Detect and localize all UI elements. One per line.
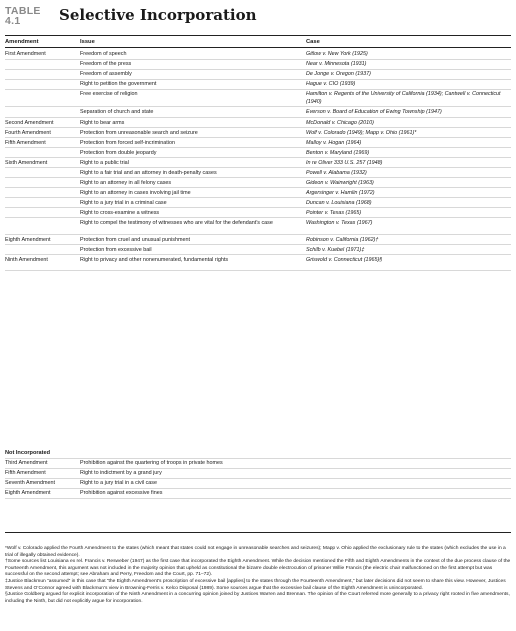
row-issue: Protection from unreasonable search and seizure: [80, 129, 198, 136]
not-incorporated-row: [5, 479, 511, 489]
row-amendment: [5, 71, 80, 79]
note-star: *Wolf v. Colorado applied the Fourth Amendment to the states (which meant that states could not engage in unreasonable searches and seizures); Mapp v. Ohio applied the exclusionary rule to the states (which excludes the use in a trial of illegally obtained evidence).: [5, 546, 506, 558]
table-row: [5, 168, 511, 178]
row-issue: Right to a jury trial in a civil case: [80, 480, 157, 487]
row-amendment: [5, 180, 80, 188]
table-number: [5, 6, 41, 26]
row-issue: Freedom of assembly: [80, 71, 132, 78]
table-label-word: TABLE: [5, 5, 41, 17]
row-case: Griswold v. Connecticut (1965)§: [306, 256, 383, 263]
row-case: McDonald v. Chicago (2010): [306, 119, 374, 126]
not-incorporated-label: Not Incorporated: [5, 450, 51, 456]
row-case: Wolf v. Colorado (1949); Mapp v. Ohio (1961)*: [306, 129, 417, 136]
not-incorporated-row: [5, 459, 511, 469]
row-case: Washington v. Texas (1967): [306, 219, 373, 226]
row-case: Duncan v. Louisiana (1968): [306, 199, 372, 206]
row-issue: Right to cross-examine a witness: [80, 209, 160, 216]
table-row: [5, 235, 511, 245]
row-amendment: Fifth Amendment: [5, 470, 46, 477]
note-double-dagger: ‡Justice Blackmun “assumed” in this case that “the Eighth Amendment’s proscription of excessive bail [applies] to the states through the Fourteenth Amendment,” but later decisions did not seem to share this view. However, Justices Stevens and O’Connor agreed with Blackmun’s view in Browning-Ferris v. Kelco Disposal (1989). Some sources argue that the excessive bail clause of the Eighth Amendment is unincorporated.: [5, 578, 506, 591]
row-case: Robinson v. California (1962)†: [306, 236, 379, 243]
row-amendment: Seventh Amendment: [5, 480, 56, 487]
table-row: [5, 158, 511, 168]
row-amendment: Second Amendment: [5, 119, 54, 126]
table-row: [5, 245, 511, 255]
row-amendment: [5, 170, 80, 178]
row-case: Hamilton v. Regents of the University of California (1934); Cantwell v. Connecticut (1940): [306, 91, 501, 105]
table-row: [5, 80, 511, 90]
row-amendment: [5, 190, 80, 198]
column-header-case: Case: [306, 39, 320, 45]
row-issue: Free exercise of religion: [80, 91, 138, 98]
note-dagger: †Some sources list Louisiana ex rel. Francis v. Resweber (1947) as the first case that incorporated the Eighth Amendment. While the decision mentioned the Fifth and Eighth Amendments in the context of the due process clause of the Fourteenth Amendment, this argument was not included in the majority opinion that upheld as constitutional the bizarre double electrocution of prisoner Willie Francis (the electric chair malfunctioned on the first attempt but was successful on the second attempt; see Abraham and Perry, Freedom and the Court, pp. 71–72).: [5, 559, 511, 578]
row-issue: Right to an attorney in all felony cases: [80, 179, 172, 186]
row-case: Gitlow v. New York (1925): [306, 51, 368, 58]
row-issue: Right to bear arms: [80, 119, 125, 126]
table-label-number: 4.1: [5, 15, 21, 27]
table-row: [5, 70, 511, 80]
row-issue: Protection from cruel and unusual punishment: [80, 236, 190, 243]
table-row: [5, 90, 511, 107]
row-case: Argersinger v. Hamlin (1972): [306, 189, 375, 196]
table-row: [5, 178, 511, 188]
row-issue: Protection from excessive bail: [80, 246, 152, 253]
row-amendment: Eighth Amendment: [5, 236, 51, 243]
table-row: [5, 118, 511, 128]
table-row: [5, 128, 511, 138]
row-issue: Right to privacy and other nonenumerated, fundamental rights: [80, 256, 229, 263]
row-case: Schilb v. Kuebel (1971)‡: [306, 246, 365, 253]
column-header-issue: Issue: [80, 39, 95, 45]
not-incorporated-row: [5, 489, 511, 499]
row-issue: Freedom of the press: [80, 61, 132, 68]
row-issue: Protection from forced self-incrimination: [80, 139, 175, 146]
row-issue: Protection from double jeopardy: [80, 149, 157, 156]
table-row: [5, 60, 511, 70]
top-rule: [5, 35, 511, 36]
row-case: Everson v. Board of Education of Ewing Township (1947): [306, 108, 442, 115]
row-case: In re Oliver 333 U.S. 257 (1948): [306, 159, 383, 166]
row-issue: Right to compel the testimony of witnesses who are vital for the defendant’s case: [80, 219, 273, 226]
row-amendment: [5, 200, 80, 208]
row-issue: Right to a fair trial and an attorney in death-penalty cases: [80, 169, 217, 176]
row-amendment: [5, 150, 80, 158]
column-headers: [5, 37, 511, 48]
table-row: [5, 208, 511, 218]
table-row: [5, 198, 511, 208]
row-issue: Prohibition against excessive fines: [80, 490, 163, 497]
row-amendment: Fourth Amendment: [5, 129, 51, 136]
row-issue: Right to indictment by a grand jury: [80, 470, 162, 477]
row-case: Near v. Minnesota (1931): [306, 61, 367, 68]
row-amendment: [5, 91, 80, 106]
row-issue: Right to a public trial: [80, 159, 129, 166]
note-section: §Justice Goldberg argued for explicit incorporation of the Ninth Amendment in a concurring opinion joined by Justices Warren and Brennan. The opinion of the Court referred more generally to a privacy right rooted in five amendments, including the Ninth, but did not explicitly argue for incorporation.: [5, 592, 510, 604]
row-amendment: [5, 247, 80, 255]
row-case: Pointer v. Texas (1965): [306, 209, 362, 216]
row-amendment: Fifth Amendment: [5, 139, 46, 146]
table-row: [5, 255, 511, 271]
row-amendment: Ninth Amendment: [5, 256, 48, 263]
bottom-rule: [5, 532, 511, 533]
row-case: Gideon v. Wainwright (1963): [306, 179, 374, 186]
row-amendment: Eighth Amendment: [5, 490, 51, 497]
table-row: [5, 138, 511, 148]
row-case: Benton v. Maryland (1969): [306, 149, 370, 156]
row-issue: Prohibition against the quartering of troops in private homes: [80, 460, 223, 467]
row-amendment: [5, 81, 80, 89]
not-incorporated-row: [5, 469, 511, 479]
row-amendment: Sixth Amendment: [5, 159, 48, 166]
row-amendment: [5, 61, 80, 69]
row-amendment: Third Amendment: [5, 460, 48, 467]
row-amendment: [5, 220, 80, 235]
table-header: [5, 5, 511, 35]
table-notes: [5, 546, 511, 605]
column-header-amendment: Amendment: [5, 39, 39, 45]
not-incorporated-rows: [5, 459, 511, 499]
row-amendment: First Amendment: [5, 51, 46, 58]
table-row: [5, 50, 511, 60]
table-row: [5, 148, 511, 158]
row-case: Hague v. CIO (1939): [306, 81, 356, 88]
row-amendment: [5, 109, 80, 118]
row-amendment: [5, 210, 80, 218]
row-issue: Freedom of speech: [80, 51, 127, 58]
row-issue: Right to an attorney in cases involving jail time: [80, 189, 191, 196]
table-row: [5, 107, 511, 118]
table-row: [5, 218, 511, 235]
row-case: De Jonge v. Oregon (1937): [306, 71, 371, 78]
table-row: [5, 188, 511, 198]
row-case: Powell v. Alabama (1932): [306, 169, 367, 176]
not-incorporated-section: [5, 449, 511, 499]
row-case: Malloy v. Hogan (1964): [306, 139, 362, 146]
incorporated-rows: [5, 50, 511, 271]
row-issue: Separation of church and state: [80, 108, 154, 115]
table-title: Selective Incorporation: [59, 6, 257, 24]
row-issue: Right to a jury trial in a criminal case: [80, 199, 167, 206]
row-issue: Right to petition the government: [80, 81, 157, 88]
